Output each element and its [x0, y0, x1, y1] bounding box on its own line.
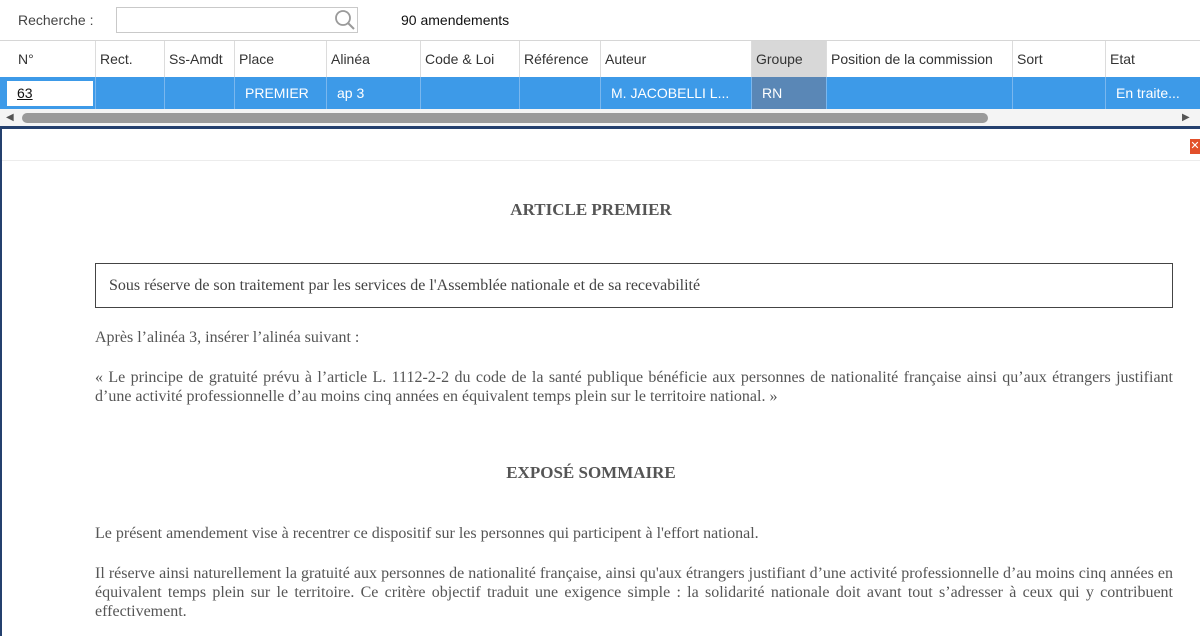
row-cell-groupe: RN	[751, 77, 826, 109]
column-header-groupe[interactable]: Groupe	[751, 41, 826, 77]
column-header-number[interactable]: N°	[18, 51, 34, 67]
amendments-grid	[0, 40, 1200, 129]
column-header-ss-amdt[interactable]: Ss-Amdt	[164, 41, 234, 77]
row-cell-auteur: M. JACOBELLI L...	[600, 77, 751, 109]
grid-header	[0, 40, 1200, 77]
row-cell-ss-amdt	[164, 77, 234, 109]
row-cell-reference	[519, 77, 600, 109]
divider	[2, 160, 1200, 161]
inserted-text: « Le principe de gratuité prévu à l’article L. 1112-2-2 du code de la santé publique bénéficie aux personnes de nationalité française ainsi qu’aux étrangers justifiant d’une activité professionnelle d’au moins cinq années en équivalent temps plein sur le territoire national. »	[95, 369, 1173, 405]
horizontal-scrollbar[interactable]	[0, 109, 1200, 127]
row-cell-alinea: ap 3	[326, 77, 420, 109]
column-header-place[interactable]: Place	[234, 41, 326, 77]
scroll-right-arrow-icon[interactable]: ▶	[1182, 112, 1190, 123]
row-cell-position-commission	[826, 77, 1012, 109]
column-header-code-loi[interactable]: Code & Loi	[420, 41, 519, 77]
article-title: ARTICLE PREMIER	[510, 200, 672, 219]
row-cell-place: PREMIER	[234, 77, 326, 109]
summary-paragraph-1: Le présent amendement vise à recentrer ce dispositif sur les personnes qui participent à l'effort national.	[95, 525, 759, 542]
admissibility-notice: Sous réserve de son traitement par les services de l'Assemblée nationale et de sa recevabilité	[95, 263, 1173, 308]
grid-bottom-border	[0, 126, 1200, 129]
amendment-number-link[interactable]: 63	[6, 80, 94, 107]
row-cell-rect	[95, 77, 164, 109]
search-label: Recherche :	[18, 12, 94, 28]
row-cell-code-loi	[420, 77, 519, 109]
amendment-instruction: Après l’alinéa 3, insérer l’alinéa suivant :	[95, 329, 360, 346]
close-icon[interactable]: ✕	[1190, 140, 1200, 152]
search-bar	[0, 0, 1200, 40]
column-header-reference[interactable]: Référence	[519, 41, 600, 77]
search-input[interactable]	[116, 7, 358, 33]
column-header-etat[interactable]: Etat	[1105, 41, 1200, 77]
column-header-sort[interactable]: Sort	[1012, 41, 1105, 77]
row-cell-etat: En traite...	[1105, 77, 1200, 109]
amendment-count: 90 amendements	[401, 12, 510, 28]
column-header-position-commission[interactable]: Position de la commission	[826, 41, 1012, 77]
search-icon[interactable]	[332, 8, 358, 32]
column-header-rect[interactable]: Rect.	[95, 41, 164, 77]
column-header-alinea[interactable]: Alinéa	[326, 41, 420, 77]
summary-title: EXPOSÉ SOMMAIRE	[506, 463, 676, 482]
summary-paragraph-2: Il réserve ainsi naturellement la gratuité aux personnes de nationalité française, ainsi qu'aux étrangers justifiant d’une activité professionnelle d’au moins cinq années en équivalent temps plein sur le territoire. Ce critère objectif traduit une exigence simple : la solidarité nationale doit avant tout s’adresser à ceux qui y contribuent effectivement.	[95, 565, 1173, 620]
column-header-auteur[interactable]: Auteur	[600, 41, 751, 77]
scrollbar-thumb[interactable]	[22, 113, 988, 123]
table-row[interactable]	[0, 77, 1200, 109]
row-cell-sort	[1012, 77, 1105, 109]
scroll-left-arrow-icon[interactable]: ◀	[6, 112, 14, 123]
